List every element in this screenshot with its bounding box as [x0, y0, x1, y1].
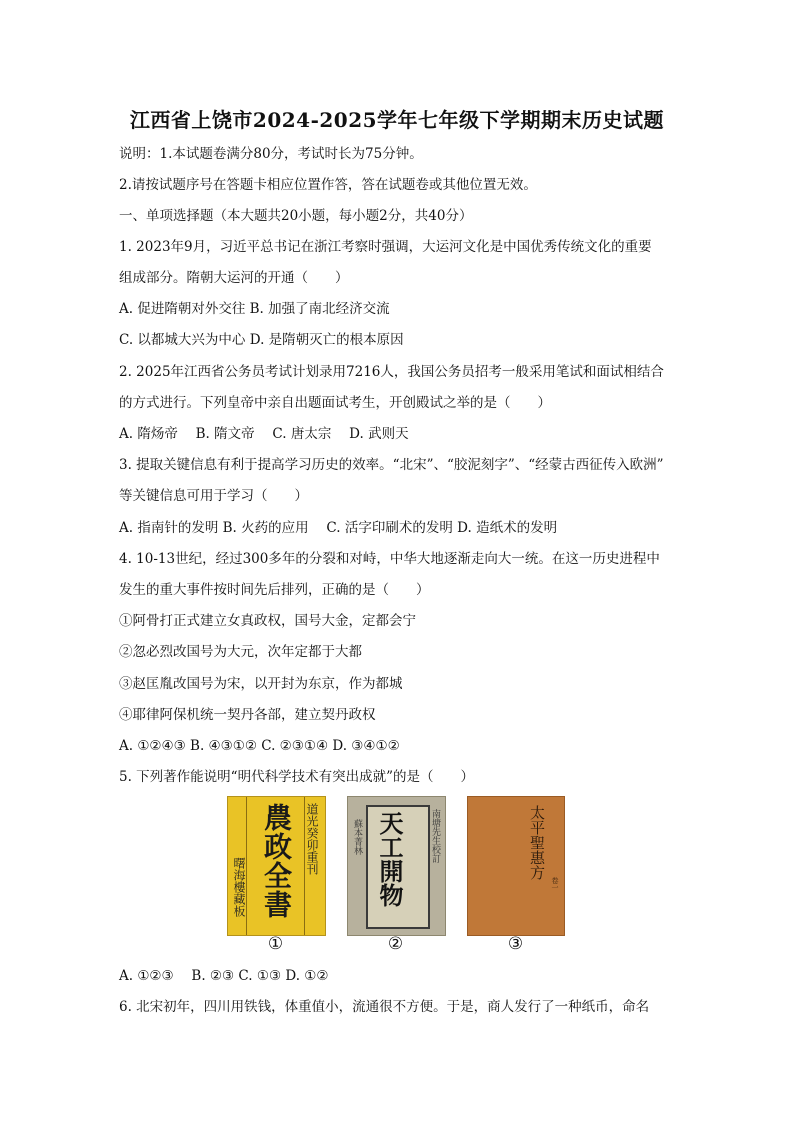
section-heading: 一、单项选择题（本大题共20小题，每小题2分，共40分）: [119, 208, 473, 224]
question-1-stem-line-1: 1. 2023年9月，习近平总书记在浙江考察时强调，大运河文化是中国优秀传统文化的重要: [119, 239, 652, 255]
book-label-1: ①: [267, 934, 284, 954]
book-2-publisher-note: 蘇本菁林: [352, 819, 362, 855]
question-3-stem-line-2: 等关键信息可用于学习（ ）: [119, 488, 308, 504]
question-1-stem-line-2: 组成部分。隋朝大运河的开通（ ）: [119, 270, 349, 286]
book-cover-tiangong-kaiwu: [347, 796, 446, 936]
book-cover-nongzheng-quanshu: [227, 796, 326, 936]
question-2-stem-line-2: 的方式进行。下列皇帝中亲自出题面试考生，开创殿试之举的是（ ）: [119, 395, 551, 411]
book-cover-images: [227, 796, 567, 956]
question-3-stem-line-1: 3. 提取关键信息有利于提高学习历史的效率。“北宋”、“胶泥刻字”、“经蒙古西征传入欧洲”: [119, 457, 664, 473]
question-2-stem-line-1: 2. 2025年江西省公务员考试计划录用7216人，我国公务员招考一般采用笔试和面试相结合: [119, 364, 664, 380]
question-1-options-2: C. 以都城大兴为中心 D. 是隋朝灭亡的根本原因: [119, 332, 404, 348]
book-cover-taiping-shenghui-fang: [467, 796, 565, 936]
exam-title: 江西省上饶市2024-2025学年七年级下学期期末历史试题: [129, 108, 665, 132]
question-4-stem-line-2: 发生的重大事件按时间先后排列，正确的是（ ）: [119, 582, 430, 598]
book-2-title: 天工開物: [375, 811, 404, 907]
question-4-item-4: ④耶律阿保机统一契丹各部，建立契丹政权: [119, 707, 376, 723]
instruction-note-1: 说明：1.本试题卷满分80分，考试时长为75分钟。: [119, 146, 423, 162]
book-3-volume-note: 卷一: [551, 877, 559, 891]
question-3-options: A. 指南针的发明 B. 火药的应用 C. 活字印刷术的发明 D. 造纸术的发明: [119, 520, 558, 536]
book-3-title: 太平聖惠方: [528, 805, 546, 880]
book-1-title: 農政全書: [260, 803, 293, 919]
question-1-options-1: A. 促进隋朝对外交往 B. 加强了南北经济交流: [119, 301, 390, 317]
book-2-editor-note: 南塘先生校訂: [430, 809, 440, 863]
question-4-stem-line-1: 4. 10-13世纪，经过300多年的分裂和对峙，中华大地逐渐走向大一统。在这一历史进程中: [119, 551, 660, 567]
question-6-stem-line-1: 6. 北宋初年，四川用铁钱，体重值小，流通很不方便。于是，商人发行了一种纸币，命名: [119, 999, 650, 1015]
question-4-item-2: ②忽必烈改国号为大元，次年定都于大都: [119, 644, 362, 660]
book-label-3: ③: [507, 934, 524, 954]
question-5-stem: 5. 下列著作能说明“明代科学技术有突出成就”的是（ ）: [119, 769, 474, 785]
question-2-options: A. 隋炀帝 B. 隋文帝 C. 唐太宗 D. 武则天: [119, 426, 409, 442]
instruction-note-2: 2.请按试题序号在答题卡相应位置作答，答在试题卷或其他位置无效。: [119, 177, 537, 193]
question-4-item-3: ③赵匡胤改国号为宋，以开封为东京，作为都城: [119, 676, 403, 692]
book-1-publisher-note: 曙海樓藏板: [232, 857, 246, 917]
book-label-2: ②: [387, 934, 404, 954]
question-4-options: A. ①②④③ B. ④③①② C. ②③①④ D. ③④①②: [119, 738, 400, 754]
question-5-options: A. ①②③ B. ②③ C. ①③ D. ①②: [119, 968, 329, 984]
question-4-item-1: ①阿骨打正式建立女真政权，国号大金，定都会宁: [119, 613, 416, 629]
book-1-edition-note: 道光癸卯重刊: [305, 803, 319, 875]
